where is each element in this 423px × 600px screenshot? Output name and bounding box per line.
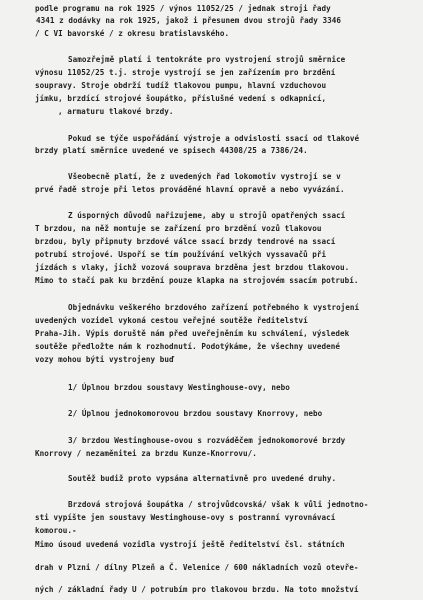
text-line: , armaturu tlakové brzdy.	[58, 107, 174, 116]
text-line: 1/ Úplnou brzdou soustavy Westinghouse-ovy, nebo	[68, 383, 290, 392]
text-line: Z úsporných důvodů nařizujeme, aby u strojů opatřených ssací	[68, 211, 346, 220]
text-line: podle programu na rok 1925 / výnos 11052/25 / jednak stroji řady	[35, 4, 331, 13]
text-line: 3/ brzdou Westinghouse-ovou s rozváděčem jednokomorové brzdy	[68, 436, 346, 445]
text-line: Mimo to stačí pak ku brzdění pouze klapka na strojovém ssacím potrubí.	[35, 276, 359, 285]
text-line: soutěže předložte nám k rozhodnutí. Podotýkáme, že všechny uvedené	[35, 342, 341, 351]
text-line: Všeobecně platí, že z uvedených řad lokomotiv vystrojí se v	[68, 172, 341, 181]
text-line: Praha-Jih. Výpis doruště nám před uveřejněním ku schválení, výsledek	[35, 329, 350, 338]
text-line: Objednávku veškerého brzdového zařízení potřebného k vystrojení	[68, 303, 360, 312]
text-line: vozy mohou býti vystrojeny buď	[35, 355, 174, 364]
text-line: / C VI bavorské / z okresu bratislavského.	[35, 29, 230, 38]
text-line: ných / základní řady U / potrubím pro tlakovou brzdu. Na toto množství	[35, 585, 359, 594]
text-line: jímku, brzdící strojové šoupátko, příslušné vedení s odkapnicí,	[35, 94, 327, 103]
text-line: 4341 z dodávky na rok 1925, jakož i přesunem dvou strojů řady 3346	[36, 16, 342, 25]
text-line: Mimo úsoud uvedená vozidla vystrojí ještě ředitelství čsl. státních	[35, 540, 345, 549]
text-line: uvedených vozidel vykoná cestou veřejné soutěže ředitelství	[35, 316, 308, 325]
text-line: soupravy. Stroje obdrží tudíž tlakovou pumpu, hlavní vzduchovou	[35, 81, 327, 90]
text-line: Knorrovy / nezaměnitei za brzdu Kunze-Knorrovu/.	[35, 449, 257, 458]
text-line: Brzdová strojová šoupátka / strojvůdcovská/ však k vůli jednotno-	[68, 500, 369, 509]
text-line: jízdách s vlaky, jichž vozová souprava brzděna jest brzdou tlakovou.	[35, 263, 350, 272]
text-line: Samozřejmě platí i tentokráte pro vystrojení strojů směrnice	[68, 55, 346, 64]
text-line: potrubí strojové. Uspoří se tím používání velkých vyssavačů při	[35, 250, 327, 259]
text-line: výnosu 11052/25 t.j. stroje vystrojí se jen zařízením pro brzdění	[35, 68, 336, 77]
text-line: brzdou, byly připnuty brzdové válce ssací brzdy tendrové na ssací	[35, 237, 336, 246]
text-line: brzdy platí směrnice uvedené ve spisech 44308/25 a 7386/24.	[35, 146, 308, 155]
text-line: prvé řadě stroje při letos prováděné hlavní opravě a nebo vyvázání.	[35, 185, 345, 194]
text-line: sti vypíšte jen soustavy Westinghouse-ovy s postranní vyrovnávací	[35, 513, 336, 522]
text-line: drah v Plzni / dílny Plzeň a Č. Velenice / 600 nákladních vozů otevře-	[35, 563, 359, 572]
text-line: T brzdou, na něž montuje se zařízení pro brzdění vozů tlakovou	[35, 224, 322, 233]
text-line: Soutěž budiž proto vypsána alternativně pro uvedené druhy.	[68, 474, 337, 483]
text-line: 2/ Úplnou jednokomorovou brzdou soustavy Knorrovy, nebo	[68, 409, 323, 418]
text-line: komorou.-	[35, 526, 77, 535]
text-line: Pokud se týče uspořádání výstroje a odvislosti ssací od tlakové	[68, 134, 360, 143]
